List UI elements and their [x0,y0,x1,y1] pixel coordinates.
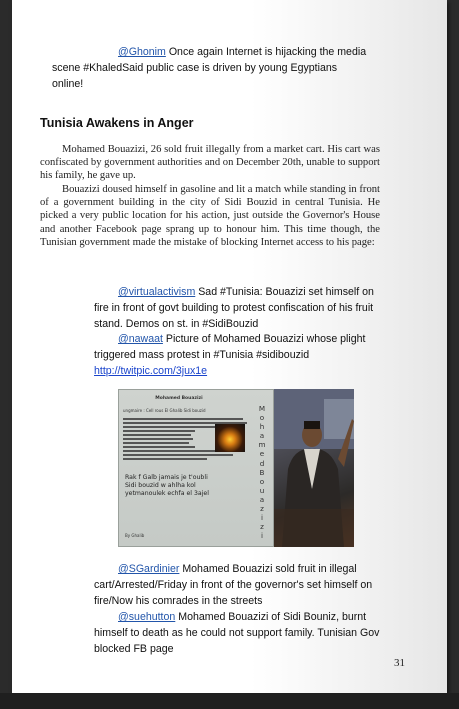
poster-panel [118,389,274,547]
twitpic-link[interactable]: http://twitpic.com/3jux1e [94,365,208,377]
tweet-text: blocked FB page [94,643,174,655]
twitter-handle-link[interactable]: @virtualactivism [118,286,196,298]
section-heading: Tunisia Awakens in Anger [40,116,194,130]
tweet-text: cart/Arrested/Friday in front of the governor's set himself on [94,579,373,591]
tweet-sgardinier [94,561,414,609]
tweet-text: Sad #Tunisia: Bouazizi set himself on [198,286,374,298]
tweet-text: online! [52,78,84,90]
tweet-text: Mohamed Bouazizi sold fruit in illegal [182,563,357,575]
poster-subtitle: ungmaire : Cell rous El Ghalib Sidi bouzid [123,408,206,413]
poster-title: Mohamed Bouazizi [155,396,203,401]
bouazizi-photo [274,389,354,547]
tweet-text: Picture of Mohamed Bouazizi whose plight [165,333,366,345]
person-silhouette [274,389,354,547]
tweet-ghonim [52,44,392,92]
tweet-text: fire/Now his comrades in the streets [94,595,263,607]
paragraph-2: Bouazizi doused himself in gasoline and lit a match while standing in front of a government building in the city of Sidi Bouzid in central Tunisia. He picked a very public location for his action, just outside the Governor's House and another Facebook page sprang up to honour him. This time though, the Tunisian government made the mistake of blocking Internet access to his page: [40,184,380,248]
tweet-nawaat [94,331,414,379]
bouazizi-image [118,389,354,547]
paragraph-1: Mohamed Bouazizi, 26 sold fruit illegally from a market cart. His cart was confiscated by government authorities and on December 20th, unable to support his family, he gave up. [40,144,380,182]
poster-french-line: yetmanoulek echfa el 3ajel [125,490,209,497]
tweet-text: Once again Internet is hijacking the media [168,46,367,58]
tweet-suehutton [94,609,414,657]
page-shadow-bar [0,693,459,709]
poster-credit: By Ghalib [125,533,145,538]
candle-photo [215,424,245,452]
poster-french-line: Sidi bouzid w ahlha kol [125,482,196,489]
vertical-name: M o h a m e d B o u a z i z i [258,404,266,541]
tweet-text: stand. Demos on st. in #SidiBouzid [94,318,259,330]
tweet-text: Mohamed Bouazizi of Sidi Bouniz, burnt [178,611,367,623]
tweet-text: himself to death as he could not support family. Tunisian Gov [94,627,380,639]
tweet-text: scene #KhaledSaid public case is driven by young Egyptians [52,62,338,74]
twitter-handle-link[interactable]: @suehutton [118,611,176,623]
poster-french-line: Rak f Galb jamais je t'oubli [125,474,208,481]
twitter-handle-link[interactable]: @SGardinier [118,563,180,575]
twitter-handle-link[interactable]: @Ghonim [118,46,166,58]
tweet-text: triggered mass protest in #Tunisia #sidibouzid [94,349,310,361]
twitter-handle-link[interactable]: @nawaat [118,333,163,345]
page-number: 31 [394,657,405,669]
tweet-text: fire in front of govt building to protest confiscation of his fruit [94,302,374,314]
tweet-virtualactivism [94,284,414,332]
